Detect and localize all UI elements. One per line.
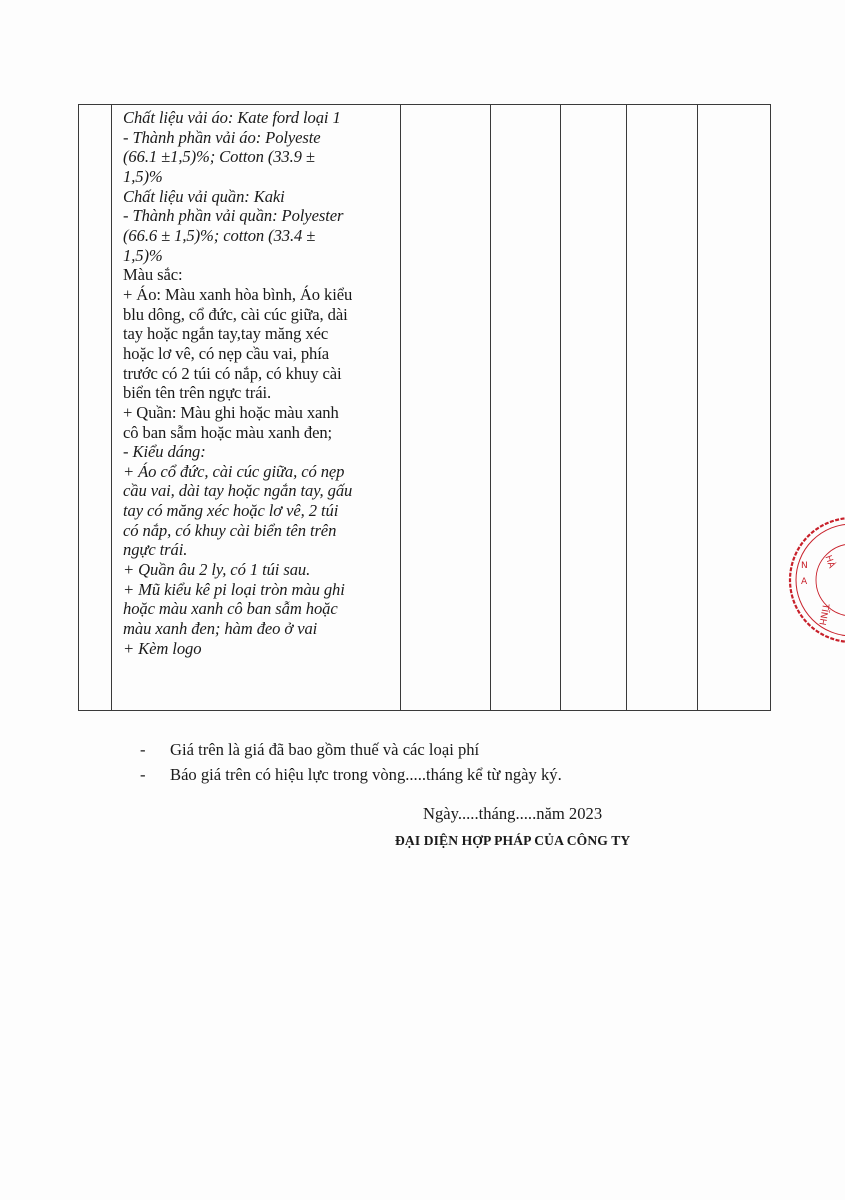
description-cell bbox=[112, 105, 401, 711]
description-line: + Áo cổ đức, cài cúc giữa, có nẹp bbox=[123, 461, 345, 481]
note-dash: - bbox=[140, 740, 146, 759]
stamp-fragment: TĨNH bbox=[816, 602, 830, 626]
description-line: hoặc màu xanh cô ban sẫm hoặc bbox=[123, 599, 338, 619]
signature-date-line: Ngày.....tháng.....năm 2023 bbox=[423, 804, 603, 823]
note-item bbox=[140, 737, 562, 762]
description-line: Màu sắc: bbox=[123, 265, 183, 285]
description-line: 1,5)% bbox=[123, 245, 163, 265]
description-line: trước có 2 túi có nắp, có khuy cài bbox=[123, 363, 342, 383]
red-seal-stamp-icon bbox=[786, 516, 845, 646]
description-line: 1,5)% bbox=[123, 166, 163, 186]
note-text: Báo giá trên có hiệu lực trong vòng.....tháng kể từ ngày ký. bbox=[170, 765, 562, 784]
description-line: biển tên trên ngực trái. bbox=[123, 383, 272, 403]
description-line: (66.1 ±1,5)%; Cotton (33.9 ± bbox=[123, 147, 315, 167]
empty-cell bbox=[561, 105, 627, 711]
description-line: cô ban sẫm hoặc màu xanh đen; bbox=[123, 422, 333, 442]
description-line: (66.6 ± 1,5)%; cotton (33.4 ± bbox=[123, 225, 316, 245]
empty-cell bbox=[698, 105, 771, 711]
description-line: - Thành phần vải áo: Polyeste bbox=[123, 127, 321, 147]
description-line: - Thành phần vải quần: Polyester bbox=[123, 206, 344, 226]
description-line: + Kèm logo bbox=[123, 638, 202, 658]
description-line: ngực trái. bbox=[123, 540, 188, 560]
description-line: tay hoặc ngắn tay,tay măng xéc bbox=[123, 324, 329, 344]
description-line: blu dông, cổ đức, cài cúc giữa, dài bbox=[123, 304, 348, 324]
note-dash: - bbox=[140, 765, 146, 784]
stamp-fragment: N bbox=[801, 561, 808, 571]
description-line: hoặc lơ vê, có nẹp cầu vai, phía bbox=[123, 343, 329, 363]
description-line: + Mũ kiểu kê pi loại tròn màu ghi bbox=[123, 579, 345, 599]
note-text: Giá trên là giá đã bao gồm thuế và các loại phí bbox=[170, 740, 480, 759]
empty-cell bbox=[401, 105, 491, 711]
description-line: + Quần âu 2 ly, có 1 túi sau. bbox=[123, 560, 311, 580]
description-line: có nắp, có khuy cài biển tên trên bbox=[123, 520, 337, 540]
description-line: cầu vai, dài tay hoặc ngắn tay, gấu bbox=[123, 481, 353, 501]
notes-list bbox=[140, 737, 562, 787]
description-line: Chất liệu vải áo: Kate ford loại 1 bbox=[123, 108, 341, 127]
description-line: tay có măng xéc hoặc lơ vê, 2 túi bbox=[123, 501, 339, 521]
legal-representative-label: ĐẠI DIỆN HỢP PHÁP CỦA CÔNG TY bbox=[395, 833, 631, 848]
empty-cell bbox=[627, 105, 698, 711]
description-line: + Áo: Màu xanh hòa bình, Áo kiểu bbox=[123, 284, 353, 304]
description-line: Chất liệu vải quần: Kaki bbox=[123, 186, 285, 206]
table-row bbox=[79, 105, 771, 711]
specification-table bbox=[78, 104, 771, 711]
stamp-fragment: HÀ bbox=[822, 554, 837, 570]
index-cell bbox=[79, 105, 112, 711]
note-item bbox=[140, 762, 562, 787]
description-line: màu xanh đen; hàm đeo ở vai bbox=[123, 619, 318, 639]
stamp-fragment: A bbox=[801, 577, 808, 587]
empty-cell bbox=[491, 105, 561, 711]
description-line: - Kiểu dáng: bbox=[123, 442, 206, 462]
description-line: + Quần: Màu ghi hoặc màu xanh bbox=[123, 402, 339, 422]
